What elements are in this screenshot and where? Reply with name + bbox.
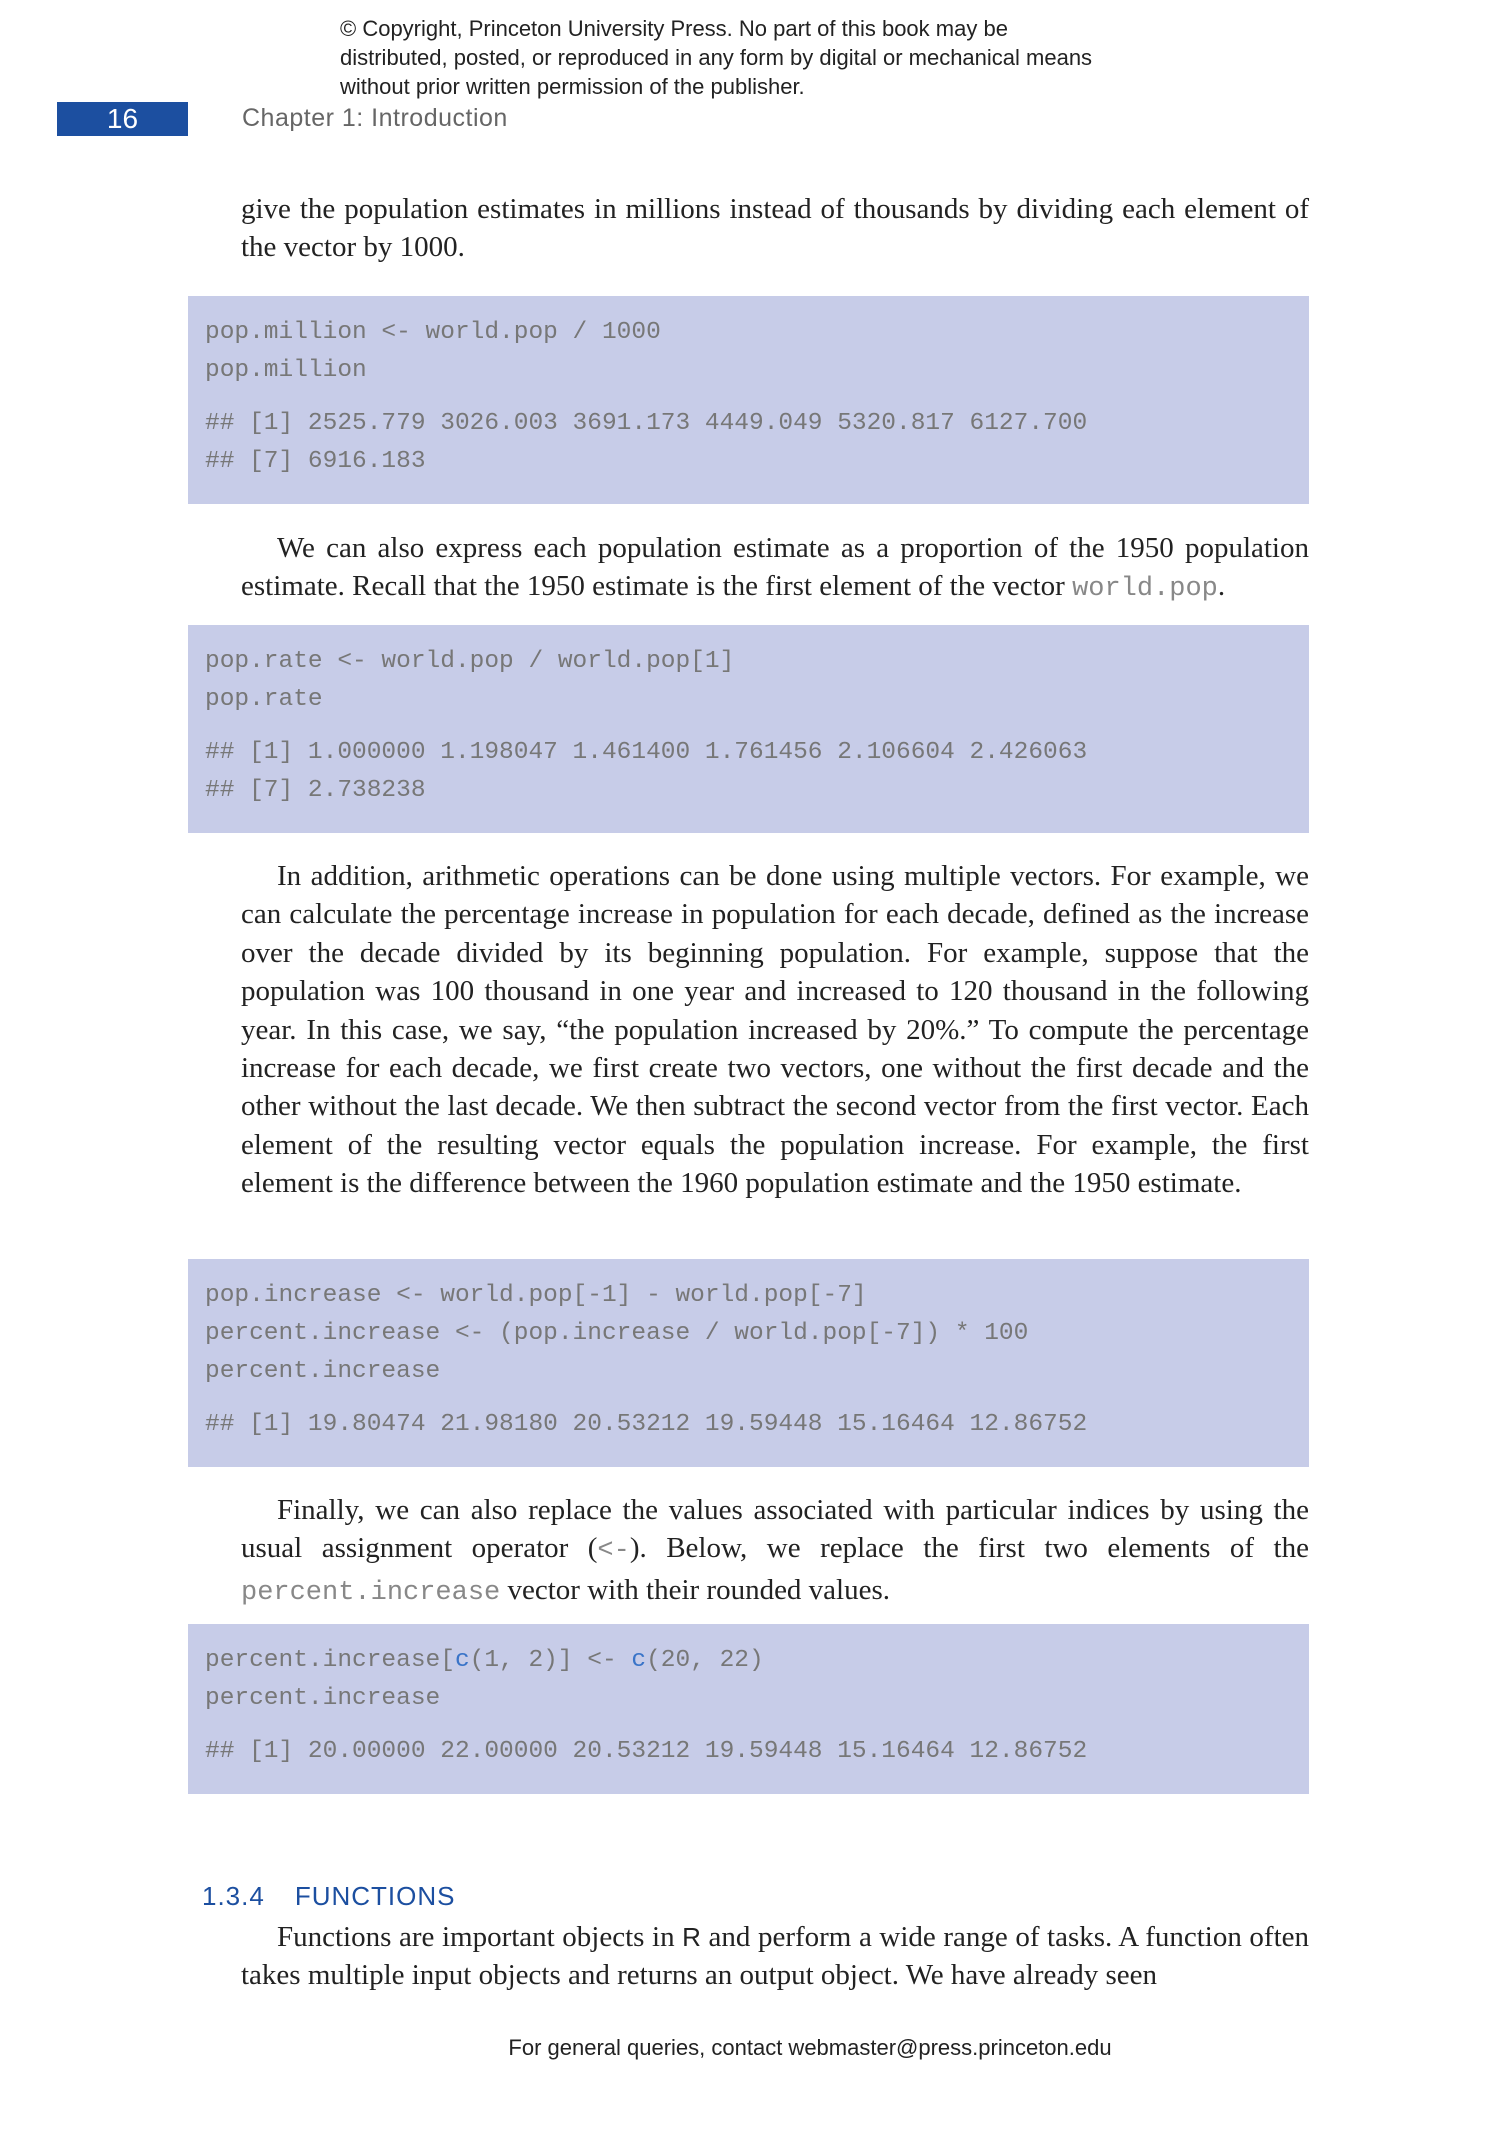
code-function-token: c bbox=[631, 1647, 647, 1674]
code-line: pop.million bbox=[205, 357, 367, 384]
code-line: pop.million <- world.pop / 1000 bbox=[205, 319, 661, 346]
code-output-line: ## [1] 2525.779 3026.003 3691.173 4449.049 5320.817 6127.700 bbox=[205, 410, 1088, 437]
code-block-1 bbox=[188, 296, 1309, 504]
running-head-chapter: Chapter 1: Introduction bbox=[242, 104, 508, 132]
code-line: pop.increase <- world.pop[-1] - world.pop[-7] bbox=[205, 1282, 867, 1309]
code-block-3 bbox=[188, 1259, 1309, 1467]
code-output-line: ## [1] 19.80474 21.98180 20.53212 19.59448 15.16464 12.86752 bbox=[205, 1411, 1088, 1438]
paragraph-text: . bbox=[1217, 570, 1226, 603]
code-token: (20, 22) bbox=[646, 1647, 764, 1674]
language-name: R bbox=[682, 1922, 701, 1952]
code-output-line: ## [7] 6916.183 bbox=[205, 448, 426, 475]
copyright-notice: © Copyright, Princeton University Press. No part of this book may be distributed, posted, or reproduced in any form by digital or mechanical means without prior written permission of the publisher. bbox=[340, 16, 1093, 99]
code-block-2 bbox=[188, 625, 1309, 833]
code-line: percent.increase <- (pop.increase / world.pop[-7]) * 100 bbox=[205, 1320, 1029, 1347]
code-function-token: c bbox=[454, 1647, 470, 1674]
paragraph-2 bbox=[241, 529, 1309, 609]
code-line: percent.increase bbox=[205, 1358, 441, 1385]
code-line: percent.increase bbox=[205, 1685, 441, 1712]
paragraph-text: vector with their rounded values. bbox=[500, 1573, 891, 1606]
paragraph-text: and perform a wide range of tasks. A function often takes multiple input objects and returns an output object. We have already seen bbox=[241, 1921, 1310, 1992]
inline-code: world.pop bbox=[1072, 574, 1218, 605]
code-output-line: ## [7] 2.738238 bbox=[205, 777, 426, 804]
code-line: pop.rate bbox=[205, 686, 323, 713]
paragraph-1: give the population estimates in millions instead of thousands by dividing each element of the vector by 1000. bbox=[241, 193, 1309, 264]
footer bbox=[0, 2035, 1500, 2061]
paragraph-text: Functions are important objects in bbox=[277, 1921, 683, 1953]
section-heading bbox=[202, 1881, 456, 1912]
paragraph-4 bbox=[241, 1491, 1309, 1612]
code-output-line: ## [1] 1.000000 1.198047 1.461400 1.761456 2.106604 2.426063 bbox=[205, 739, 1088, 766]
paragraph-text: Finally, we can also replace the values associated with particular indices by using the usual assignment operator ( bbox=[241, 1494, 1309, 1565]
paragraph-3: In addition, arithmetic operations can be done using multiple vectors. For example, we can calculate the percentage increase in population for each decade, defined as the increase over the decade divided by its beginning population. For example, suppose that the population was 100 thousand in one year and increased to 120 thousand in the following year. In this case, we say, “the population increased by 20%.” To compute the percentage increase for each decade, we first create two vectors, one without the first decade and the other without the last decade. We then subtract the second vector from the first vector. Each element of the resulting vector equals the population increase. For example, the first element is the difference between the 1960 population estimate and the 1950 estimate. bbox=[241, 860, 1309, 1200]
code-output-line: ## [1] 20.00000 22.00000 20.53212 19.59448 15.16464 12.86752 bbox=[205, 1738, 1088, 1765]
inline-code: percent.increase bbox=[241, 1577, 501, 1608]
paragraph-text: ). Below, we replace the first two elements of the bbox=[629, 1532, 1309, 1565]
code-block-4 bbox=[188, 1624, 1309, 1794]
section-number: 1.3.4 bbox=[202, 1881, 265, 1911]
code-line bbox=[205, 1642, 764, 1680]
paragraph-text: We can also express each population estimate as a proportion of the 1950 population estimate. Recall that the 1950 estimate is the first element of the vector bbox=[241, 532, 1309, 603]
code-token: (1, 2)] <- bbox=[469, 1647, 632, 1674]
inline-code: <- bbox=[597, 1536, 630, 1567]
page-number: 16 bbox=[57, 102, 188, 136]
section-title: FUNCTIONS bbox=[294, 1881, 456, 1911]
paragraph-5 bbox=[241, 1918, 1309, 1995]
footer-contact: For general queries, contact webmaster@press.princeton.edu bbox=[508, 2035, 1112, 2060]
code-token: percent.increase[ bbox=[205, 1647, 455, 1674]
code-line: pop.rate <- world.pop / world.pop[1] bbox=[205, 648, 735, 675]
